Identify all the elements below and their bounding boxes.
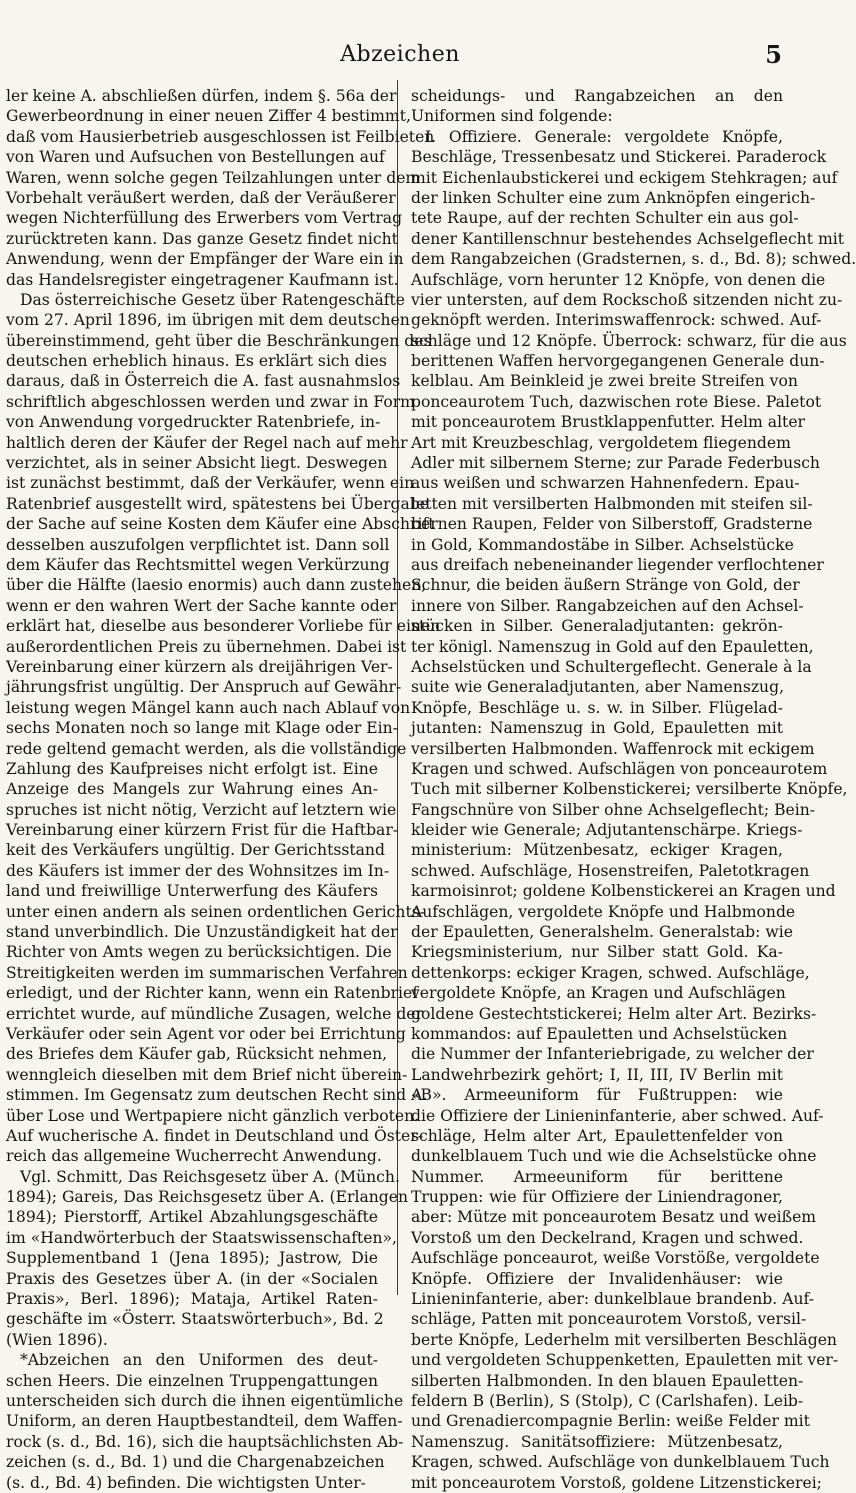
text-line: spruches ist nicht nötig, Verzicht auf letztern wie — [6, 800, 397, 819]
text-line: wenngleich dieselben mit dem Brief nicht überein- — [6, 1065, 408, 1084]
text-line: zeichen (s. d., Bd. 1) und die Chargenabzeichen — [6, 1453, 385, 1472]
text-line: goldene Gestechtstickerei; Helm alter Art. Bezirks- — [411, 1004, 817, 1023]
text-line: stücken in Silber. Generaladjutanten: gekrön- — [411, 617, 783, 636]
text-line: sechs Monaten noch so lange mit Klage oder Ein- — [6, 719, 398, 738]
text-line: aus weißen und schwarzen Hahnenfedern. Epau- — [411, 474, 800, 493]
text-line: vergoldete Knöpfe, an Kragen und Aufschlägen — [411, 984, 786, 1003]
text-line: geknöpft werden. Interimswaffenrock: schwed. Auf- — [411, 311, 822, 330]
text-line: Praxis», Berl. 1896); Mataja, Artikel Raten- — [6, 1290, 378, 1309]
text-line: berte Knöpfe, Lederhelm mit versilberten Beschlägen — [411, 1330, 837, 1349]
text-line: schläge und 12 Knöpfe. Überrock: schwarz, für die aus — [411, 331, 847, 350]
text-line: ler keine A. abschließen dürfen, indem §. 56a der — [6, 87, 397, 105]
text-line: vier untersten, auf dem Rockschoß sitzenden nicht zu- — [411, 290, 843, 309]
text-line: ter königl. Namenszug in Gold auf den Epauletten, — [411, 637, 814, 656]
text-line: mit Eichenlaubstickerei und eckigem Stehkragen; auf — [411, 168, 838, 187]
text-line: *Abzeichen an den Uniformen des deut- — [20, 1351, 378, 1370]
text-line: kelblau. Am Beinkleid je zwei breite Streifen von — [411, 372, 798, 391]
text-line: schwed. Aufschläge, Hosenstreifen, Paletotkragen — [411, 861, 810, 880]
text-line: Art mit Kreuzbeschlag, vergoldetem fliegendem — [411, 433, 791, 452]
text-line: Aufschläge, vorn herunter 12 Knöpfe, von denen die — [411, 270, 826, 289]
page-number: 5 — [765, 40, 782, 69]
text-line: und Grenadiercompagnie Berlin: weiße Felder mit — [411, 1412, 810, 1431]
text-line: Linieninfanterie, aber: dunkelblaue brandenb. Auf- — [411, 1290, 814, 1309]
text-line: Gewerbeordnung in einer neuen Ziffer 4 bestimmt, — [6, 107, 411, 126]
text-line: (Wien 1896). — [6, 1330, 108, 1349]
text-line: Streitigkeiten werden im summarischen Verfahren — [6, 963, 408, 982]
text-line: tete Raupe, auf der rechten Schulter ein aus gol- — [411, 209, 799, 228]
text-line: verzichtet, als in seiner Absicht liegt. Deswegen — [6, 454, 388, 473]
page-header — [0, 34, 800, 74]
text-line: unterscheiden sich durch die ihnen eigentümliche — [6, 1392, 404, 1410]
text-line: Vgl. Schmitt, Das Reichsgesetz über A. (Münch. — [20, 1167, 400, 1186]
text-line: und vergoldeten Schuppenketten, Epauletten mit ver- — [411, 1351, 839, 1370]
text-line: schriftlich abgeschlossen werden und zwar in Form — [6, 392, 415, 411]
text-line: Vorstoß um den Deckelrand, Kragen und schwed. — [411, 1228, 804, 1247]
text-line: reich das allgemeine Wucherrecht Anwendung. — [6, 1147, 382, 1166]
text-line: dettenkorps: eckiger Kragen, schwed. Aufschläge, — [411, 963, 810, 982]
text-line: stand unverbindlich. Die Unzuständigkeit hat der — [6, 923, 398, 942]
text-line: von Waren und Aufsuchen von Bestellungen auf — [6, 148, 385, 167]
text-line: 1894); Gareis, Das Reichsgesetz über A. (Erlangen — [6, 1188, 409, 1207]
text-line: Anwendung, wenn der Empfänger der Ware ein in — [6, 250, 404, 269]
text-line: feldern B (Berlin), S (Stolp), C (Carlshafen). Leib- — [411, 1392, 804, 1410]
running-head: Abzeichen — [340, 42, 460, 67]
text-line: keit des Verkäufers ungültig. Der Gerichtsstand — [6, 841, 385, 860]
text-line: Tuch mit silberner Kolbenstickerei; versilberte Knöpfe, — [411, 780, 848, 799]
text-line: dem Käufer das Rechtsmittel wegen Verkürzung — [6, 555, 390, 574]
text-line: Verkäufer oder sein Agent vor oder bei Errichtung — [6, 1024, 406, 1043]
text-line: in Gold, Kommandostäbe in Silber. Achselstücke — [411, 535, 794, 554]
text-line: silberten Halbmonden. In den blauen Epauletten- — [411, 1371, 804, 1390]
text-line: land und freiwillige Unterwerfung des Käufers — [6, 882, 378, 901]
text-line: suite wie Generaladjutanten, aber Namenszug, — [411, 678, 785, 697]
text-line: Knöpfe, Beschläge u. s. w. in Silber. Flügelad- — [411, 698, 783, 717]
text-line: über Lose und Wertpapiere nicht gänzlich verboten. — [6, 1106, 420, 1125]
text-line: Namenszug. Sanitätsoffiziere: Mützenbesatz, — [411, 1432, 783, 1451]
text-line: Uniformen sind folgende: — [411, 107, 613, 126]
text-line: die Offiziere der Linieninfanterie, aber schwed. Auf- — [411, 1106, 824, 1125]
text-line: haltlich deren der Käufer der Regel nach auf mehr — [6, 433, 408, 452]
text-line: 1894); Pierstorff, Artikel Abzahlungsgeschäfte — [6, 1208, 378, 1227]
text-line: der Epauletten, Generalshelm. Generalstab: wie — [411, 923, 793, 942]
text-line: leistung wegen Mängel kann auch nach Ablauf von — [6, 698, 411, 717]
text-line: dem Rangabzeichen (Gradsternen, s. d., Bd. 8); schwed. — [411, 250, 856, 269]
text-line: Schnur, die beiden äußern Stränge von Gold, der — [411, 576, 800, 595]
text-line: schläge, Patten mit ponceaurotem Vorstoß, versil- — [411, 1310, 807, 1329]
text-line: Truppen: wie für Offiziere der Liniendragoner, — [411, 1188, 783, 1207]
text-line: das Handelsregister eingetragener Kaufmann ist. — [6, 270, 399, 289]
text-line: berittenen Waffen hervorgegangenen Generale dun- — [411, 352, 825, 371]
text-line: deutschen erheblich hinaus. Es erklärt sich dies — [6, 352, 387, 371]
text-line: errichtet wurde, auf mündliche Zusagen, welche der — [6, 1004, 423, 1023]
text-line: (s. d., Bd. 4) befinden. Die wichtigsten Unter- — [6, 1473, 366, 1492]
text-line: Anzeige des Mangels zur Wahrung eines An- — [6, 780, 378, 799]
text-line: Beschläge, Tressenbesatz und Stickerei. Paraderock — [411, 148, 827, 167]
text-line: schläge, Helm alter Art, Epaulettenfelder von — [411, 1126, 783, 1145]
left-column — [6, 86, 441, 1493]
text-line: der linken Schulter eine zum Anknöpfen eingerich- — [411, 188, 816, 207]
text-line: des Käufers ist immer der des Wohnsitzes im In- — [6, 861, 390, 880]
text-line: kleider wie Generale; Adjutantenschärpe. Kriegs- — [411, 821, 803, 840]
text-line: Praxis des Gesetzes über A. (in der «Socialen — [6, 1269, 378, 1288]
text-line: Vereinbarung einer kürzern Frist für die Haftbar- — [6, 821, 399, 840]
text-line: Vereinbarung einer kürzern als dreijährigen Ver- — [6, 657, 393, 676]
text-line: Kragen und schwed. Aufschlägen von ponceaurotem — [411, 759, 828, 778]
text-line: jährungsfrist ungültig. Der Anspruch auf Gewähr- — [6, 678, 402, 697]
text-line: von Anwendung vorgedruckter Ratenbriefe, in- — [6, 413, 381, 432]
text-line: erledigt, und der Richter kann, wenn ein Ratenbrief — [6, 984, 419, 1003]
text-line: Kragen, schwed. Aufschläge von dunkelblauem Tuch — [411, 1453, 830, 1472]
text-line: scheidungs- und Rangabzeichen an den — [411, 87, 783, 105]
text-line: Waren, wenn solche gegen Teilzahlungen unter dem — [6, 168, 421, 187]
text-line: Aufschlägen, vergoldete Knöpfe und Halbmonde — [411, 902, 796, 921]
text-line: des Briefes dem Käufer gab, Rücksicht nehmen, — [6, 1045, 388, 1064]
text-line: Ratenbrief ausgestellt wird, spätestens bei Übergabe — [6, 494, 429, 513]
text-line: unter einen andern als seinen ordentlichen Gerichts- — [6, 902, 425, 921]
text-line: der Sache auf seine Kosten dem Käufer eine Abschrift — [6, 515, 435, 534]
text-line: Adler mit silbernem Sterne; zur Parade Federbusch — [411, 454, 820, 473]
text-line: dunkelblauem Tuch und wie die Achselstücke ohne — [411, 1147, 817, 1166]
text-line: Zahlung des Kaufpreises nicht erfolgt ist. Eine — [6, 759, 378, 778]
text-line: Auf wucherische A. findet in Deutschland und Öster- — [6, 1126, 423, 1145]
text-line: rock (s. d., Bd. 16), sich die hauptsächlichsten Ab- — [6, 1432, 404, 1451]
text-line: jutanten: Namenszug in Gold, Epauletten mit — [411, 719, 783, 738]
text-line: außerordentlichen Preis zu übernehmen. Dabei ist — [6, 637, 407, 656]
text-line: mit ponceaurotem Brustklappenfutter. Helm alter — [411, 413, 806, 432]
text-line: daraus, daß in Österreich die A. fast ausnahmslos — [6, 372, 401, 391]
text-line: versilberten Halbmonden. Waffenrock mit eckigem — [411, 739, 815, 758]
text-line: Achselstücken und Schultergeflecht. Generale à la — [411, 657, 812, 676]
text-line: Nummer. Armeeuniform für berittene — [411, 1167, 783, 1186]
text-line: geschäfte im «Österr. Staatswörterbuch», Bd. 2 — [6, 1310, 384, 1329]
text-line: daß vom Hausierbetrieb ausgeschlossen ist Feilbieten — [6, 127, 435, 146]
text-line: Aufschläge ponceaurot, weiße Vorstöße, vergoldete — [411, 1249, 820, 1268]
text-line: Knöpfe. Offiziere der Invalidenhäuser: wie — [411, 1269, 783, 1288]
text-line: ponceaurotem Tuch, dazwischen rote Biese. Paletot — [411, 392, 822, 411]
text-line: rede geltend gemacht werden, als die vollständige — [6, 739, 407, 758]
text-line: die Nummer der Infanteriebrigade, zu welcher der — [411, 1045, 814, 1064]
text-line: Supplementband 1 (Jena 1895); Jastrow, Die — [6, 1249, 378, 1268]
text-line: übereinstimmend, geht über die Beschränkungen des — [6, 331, 432, 350]
text-line: kommandos: auf Epauletten und Achselstücken — [411, 1024, 788, 1043]
text-line: stimmen. Im Gegensatz zum deutschen Recht sind A. — [6, 1086, 428, 1105]
text-line: im «Handwörterbuch der Staatswissenschaften», — [6, 1228, 398, 1247]
text-line: «B». Armeeuniform für Fußtruppen: wie — [411, 1086, 783, 1105]
text-line: letten mit versilberten Halbmonden mit steifen sil- — [411, 494, 813, 513]
text-line: innere von Silber. Rangabzeichen auf den Achsel- — [411, 596, 804, 615]
text-line: mit ponceaurotem Vorstoß, goldene Litzenstickerei; — [411, 1473, 822, 1492]
text-line: desselben auszufolgen verpflichtet ist. Dann soll — [6, 535, 390, 554]
text-line: Fangschnüre von Silber ohne Achselgeflecht; Bein- — [411, 800, 816, 819]
text-line: dener Kantillenschnur bestehendes Achselgeflecht mit — [411, 229, 844, 248]
text-line: Uniform, an deren Hauptbestandteil, dem Waffen- — [6, 1412, 403, 1431]
text-line: wegen Nichterfüllung des Erwerbers vom Vertrag — [6, 209, 403, 228]
right-column — [411, 86, 856, 1493]
text-line: bernen Raupen, Felder von Silberstoff, Gradsterne — [411, 515, 813, 534]
text-line: Vorbehalt veräußert werden, daß der Veräußerer — [6, 188, 396, 207]
text-line: über die Hälfte (laesio enormis) auch dann zustehen, — [6, 576, 427, 595]
text-line: zurücktreten kann. Das ganze Gesetz findet nicht — [6, 229, 398, 248]
text-line: Richter von Amts wegen zu berücksichtigen. Die — [6, 943, 392, 962]
text-line: I. Offiziere. Generale: vergoldete Knöpfe, — [425, 127, 783, 146]
text-line: ist zunächst bestimmt, daß der Verkäufer, wenn ein — [6, 474, 415, 493]
text-line: aber: Mütze mit ponceaurotem Besatz und weißem — [411, 1208, 817, 1227]
text-line: vom 27. April 1896, im übrigen mit dem deutschen — [6, 311, 410, 330]
text-line: erklärt hat, dieselbe aus besonderer Vorliebe für einen — [6, 617, 441, 636]
text-line: Landwehrbezirk gehört; I, II, III, IV Berlin mit — [411, 1065, 783, 1084]
text-line: karmoisinrot; goldene Kolbenstickerei an Kragen und — [411, 882, 836, 901]
text-line: Das österreichische Gesetz über Ratengeschäfte — [20, 290, 406, 309]
text-line: Kriegsministerium, nur Silber statt Gold. Ka- — [411, 943, 783, 962]
text-line: aus dreifach nebeneinander liegender verflochtener — [411, 555, 824, 574]
text-line: schen Heers. Die einzelnen Truppengattungen — [6, 1371, 378, 1390]
text-line: wenn er den wahren Wert der Sache kannte oder — [6, 596, 397, 615]
text-line: ministerium: Mützenbesatz, eckiger Kragen, — [411, 841, 783, 860]
